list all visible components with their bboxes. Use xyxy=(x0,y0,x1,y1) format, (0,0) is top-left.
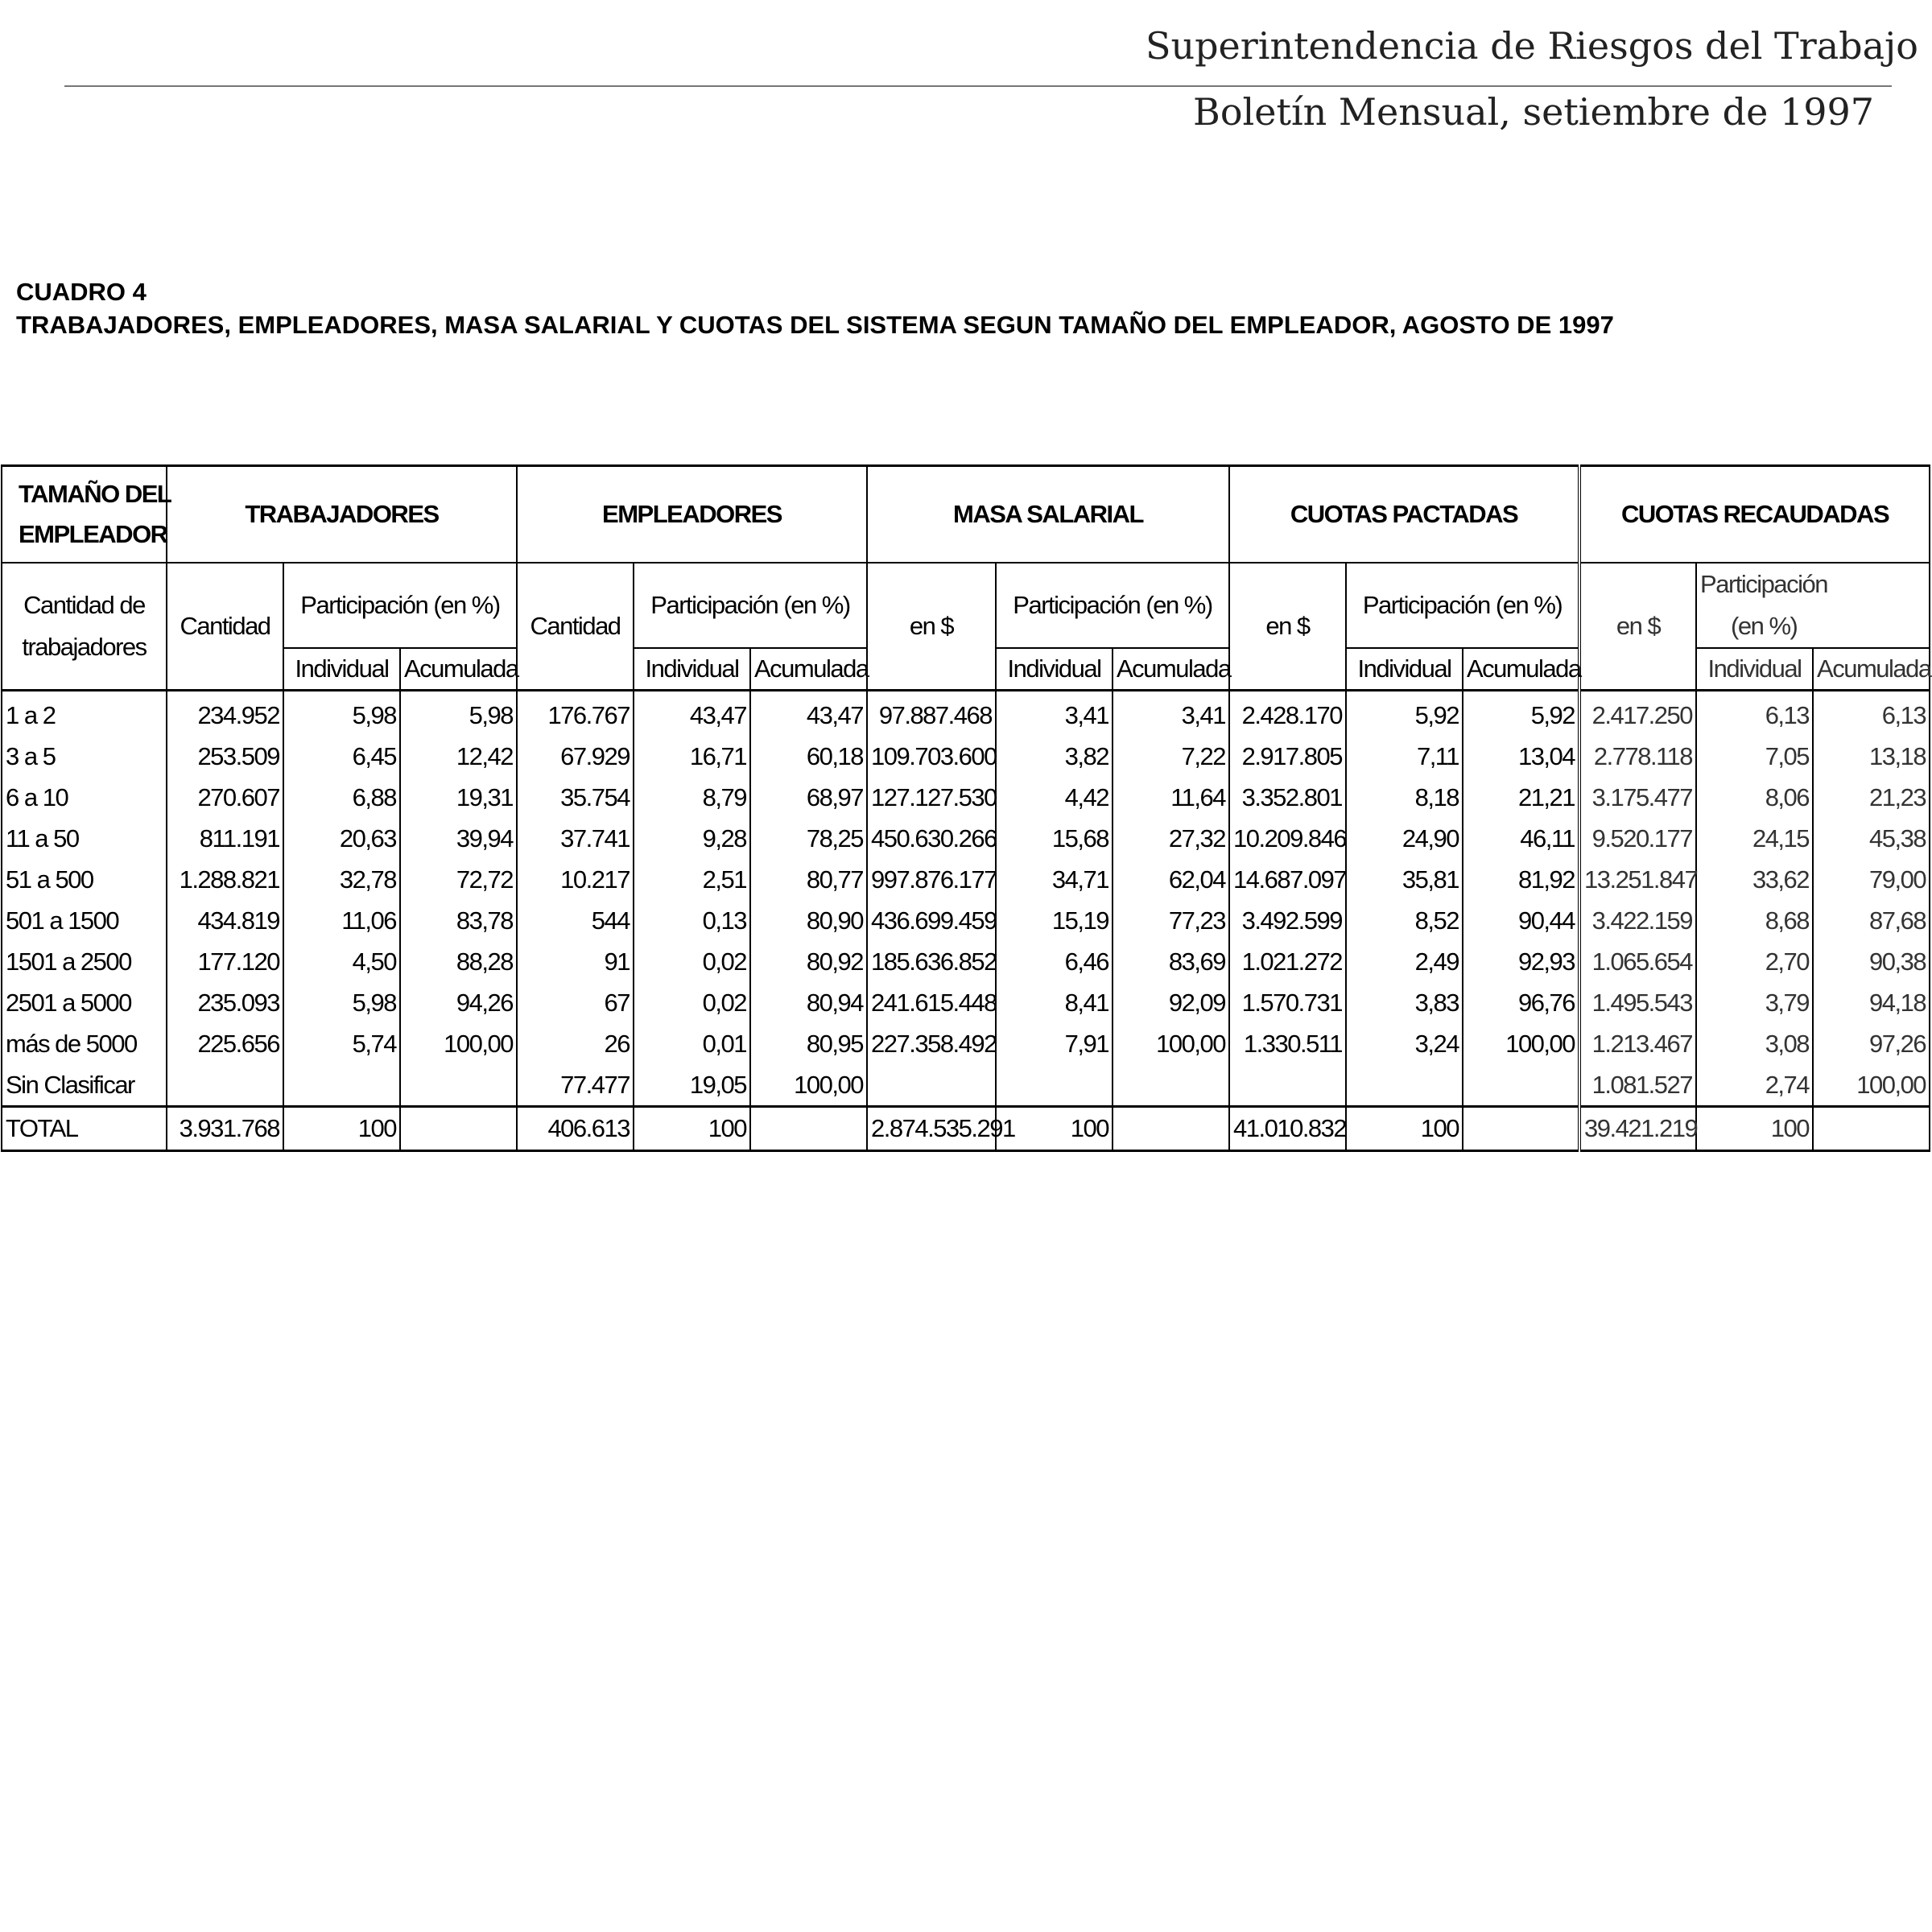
cell-trabajadores-cantidad: 1.288.821 xyxy=(167,859,283,900)
cell-pactadas-acumulada: 90,44 xyxy=(1463,900,1579,941)
cell-pactadas-acumulada: 96,76 xyxy=(1463,982,1579,1023)
cell-empleadores-cantidad: 176.767 xyxy=(517,691,634,737)
cell-masa-acumulada: 3,41 xyxy=(1113,691,1229,737)
cell-masa-en-pesos: 436.699.459 xyxy=(867,900,996,941)
cell-masa-acumulada xyxy=(1113,1107,1229,1151)
cell-trabajadores-acumulada: 12,42 xyxy=(400,736,517,777)
cell-empleadores-individual: 43,47 xyxy=(634,691,750,737)
cell-empleadores-cantidad: 77.477 xyxy=(517,1064,634,1107)
cell-empleadores-cantidad: 10.217 xyxy=(517,859,634,900)
cell-empleadores-acumulada: 100,00 xyxy=(750,1064,867,1107)
data-table xyxy=(1,464,1930,1152)
masa-salarial-header: MASA SALARIAL xyxy=(867,466,1229,564)
cell-masa-en-pesos: 185.636.852 xyxy=(867,941,996,982)
cell-pactadas-individual: 35,81 xyxy=(1346,859,1463,900)
cell-size: 51 a 500 xyxy=(2,859,167,900)
cell-pactadas-en-pesos: 41.010.832 xyxy=(1229,1107,1346,1151)
cell-empleadores-acumulada: 80,94 xyxy=(750,982,867,1023)
cell-empleadores-acumulada: 60,18 xyxy=(750,736,867,777)
cell-pactadas-acumulada: 81,92 xyxy=(1463,859,1579,900)
cuotas-pactadas-header: CUOTAS PACTADAS xyxy=(1229,466,1579,564)
table-row xyxy=(2,1023,1930,1064)
table-title: TRABAJADORES, EMPLEADORES, MASA SALARIAL Y CUOTAS DEL SISTEMA SEGUN TAMAÑO DEL EMPLEADOR, AGOSTO DE 1997 xyxy=(16,311,1614,339)
table-row xyxy=(2,777,1930,818)
cell-pactadas-individual: 8,18 xyxy=(1346,777,1463,818)
cell-empleadores-individual: 2,51 xyxy=(634,859,750,900)
cell-size: 2501 a 5000 xyxy=(2,982,167,1023)
size-sub-line2: trabajadores xyxy=(22,633,147,661)
publication-title: Boletín Mensual, setiembre de 1997 xyxy=(1193,90,1874,134)
cell-pactadas-en-pesos: 1.021.272 xyxy=(1229,941,1346,982)
cell-size: 11 a 50 xyxy=(2,818,167,859)
cell-masa-individual: 7,91 xyxy=(996,1023,1113,1064)
cell-masa-individual: 6,46 xyxy=(996,941,1113,982)
pactadas-individual-header: Individual xyxy=(1346,648,1463,691)
cell-empleadores-individual: 9,28 xyxy=(634,818,750,859)
cell-recaudadas-en-pesos: 3.422.159 xyxy=(1579,900,1696,941)
cell-pactadas-acumulada: 21,21 xyxy=(1463,777,1579,818)
cell-recaudadas-en-pesos: 13.251.847 xyxy=(1579,859,1696,900)
cell-trabajadores-acumulada: 88,28 xyxy=(400,941,517,982)
cell-recaudadas-en-pesos: 9.520.177 xyxy=(1579,818,1696,859)
cell-empleadores-cantidad: 91 xyxy=(517,941,634,982)
cell-trabajadores-acumulada: 5,98 xyxy=(400,691,517,737)
cell-trabajadores-cantidad: 270.607 xyxy=(167,777,283,818)
cell-empleadores-individual: 16,71 xyxy=(634,736,750,777)
cell-pactadas-individual: 3,24 xyxy=(1346,1023,1463,1064)
cell-empleadores-cantidad: 35.754 xyxy=(517,777,634,818)
cell-masa-en-pesos: 241.615.448 xyxy=(867,982,996,1023)
trabajadores-individual-header: Individual xyxy=(283,648,400,691)
cell-recaudadas-acumulada: 97,26 xyxy=(1813,1023,1930,1064)
empleadores-participacion-header: Participación (en %) xyxy=(634,563,867,648)
cell-pactadas-individual: 7,11 xyxy=(1346,736,1463,777)
cell-recaudadas-en-pesos: 2.417.250 xyxy=(1579,691,1696,737)
cell-masa-acumulada: 27,32 xyxy=(1113,818,1229,859)
cell-trabajadores-individual: 20,63 xyxy=(283,818,400,859)
empleadores-individual-header: Individual xyxy=(634,648,750,691)
cell-recaudadas-individual: 100 xyxy=(1696,1107,1813,1151)
size-group-line1: TAMAÑO DEL xyxy=(19,480,171,508)
pactadas-acumulada-header: Acumulada xyxy=(1463,648,1579,691)
cell-recaudadas-acumulada: 13,18 xyxy=(1813,736,1930,777)
cell-masa-en-pesos xyxy=(867,1064,996,1107)
cell-size: más de 5000 xyxy=(2,1023,167,1064)
cell-trabajadores-cantidad xyxy=(167,1064,283,1107)
cell-recaudadas-individual: 8,68 xyxy=(1696,900,1813,941)
cell-trabajadores-individual: 32,78 xyxy=(283,859,400,900)
cell-empleadores-individual: 0,13 xyxy=(634,900,750,941)
cell-trabajadores-acumulada: 94,26 xyxy=(400,982,517,1023)
cell-masa-individual xyxy=(996,1064,1113,1107)
cell-masa-en-pesos: 109.703.600 xyxy=(867,736,996,777)
cell-masa-acumulada: 62,04 xyxy=(1113,859,1229,900)
cell-pactadas-individual: 24,90 xyxy=(1346,818,1463,859)
table-row xyxy=(2,982,1930,1023)
cell-recaudadas-individual: 6,13 xyxy=(1696,691,1813,737)
cell-masa-individual: 15,19 xyxy=(996,900,1113,941)
header-rule xyxy=(64,85,1892,87)
cell-recaudadas-acumulada: 79,00 xyxy=(1813,859,1930,900)
trabajadores-cantidad-header: Cantidad xyxy=(167,563,283,691)
cell-pactadas-individual: 3,83 xyxy=(1346,982,1463,1023)
sub-header-row xyxy=(2,563,1930,648)
cell-masa-en-pesos: 97.887.468 xyxy=(867,691,996,737)
cell-recaudadas-individual: 3,08 xyxy=(1696,1023,1813,1064)
group-header-row xyxy=(2,466,1930,564)
cell-empleadores-acumulada: 80,90 xyxy=(750,900,867,941)
cell-pactadas-acumulada: 13,04 xyxy=(1463,736,1579,777)
cell-recaudadas-acumulada: 21,23 xyxy=(1813,777,1930,818)
cell-recaudadas-en-pesos: 3.175.477 xyxy=(1579,777,1696,818)
cell-trabajadores-acumulada: 19,31 xyxy=(400,777,517,818)
cell-size: 1501 a 2500 xyxy=(2,941,167,982)
cell-trabajadores-cantidad: 434.819 xyxy=(167,900,283,941)
cell-recaudadas-individual: 33,62 xyxy=(1696,859,1813,900)
table-row xyxy=(2,859,1930,900)
recaudadas-en-pesos-header: en $ xyxy=(1579,563,1696,691)
cell-recaudadas-en-pesos: 2.778.118 xyxy=(1579,736,1696,777)
cell-pactadas-acumulada: 46,11 xyxy=(1463,818,1579,859)
cell-empleadores-individual: 8,79 xyxy=(634,777,750,818)
cell-masa-en-pesos: 127.127.530 xyxy=(867,777,996,818)
cell-trabajadores-cantidad: 225.656 xyxy=(167,1023,283,1064)
cell-recaudadas-acumulada: 87,68 xyxy=(1813,900,1930,941)
cell-trabajadores-cantidad: 3.931.768 xyxy=(167,1107,283,1151)
cell-pactadas-individual: 5,92 xyxy=(1346,691,1463,737)
cell-trabajadores-acumulada: 83,78 xyxy=(400,900,517,941)
cell-pactadas-acumulada xyxy=(1463,1107,1579,1151)
cuotas-recaudadas-header: CUOTAS RECAUDADAS xyxy=(1579,466,1930,564)
recaudadas-individual-header: Individual xyxy=(1696,648,1813,691)
trabajadores-acumulada-header: Acumulada xyxy=(400,648,517,691)
cell-recaudadas-en-pesos: 1.213.467 xyxy=(1579,1023,1696,1064)
cell-empleadores-acumulada: 68,97 xyxy=(750,777,867,818)
cell-empleadores-acumulada: 43,47 xyxy=(750,691,867,737)
total-row xyxy=(2,1107,1930,1151)
size-sub-header xyxy=(2,563,167,691)
cell-masa-individual: 15,68 xyxy=(996,818,1113,859)
cell-trabajadores-acumulada: 39,94 xyxy=(400,818,517,859)
cell-recaudadas-acumulada: 45,38 xyxy=(1813,818,1930,859)
cell-trabajadores-cantidad: 177.120 xyxy=(167,941,283,982)
cell-trabajadores-individual: 6,88 xyxy=(283,777,400,818)
cell-masa-individual: 8,41 xyxy=(996,982,1113,1023)
cell-empleadores-cantidad: 67.929 xyxy=(517,736,634,777)
cell-masa-individual: 100 xyxy=(996,1107,1113,1151)
cell-size: 6 a 10 xyxy=(2,777,167,818)
cell-masa-acumulada: 11,64 xyxy=(1113,777,1229,818)
size-sub-line1: Cantidad de xyxy=(23,591,145,619)
cell-empleadores-individual: 0,01 xyxy=(634,1023,750,1064)
size-group-line2: EMPLEADOR xyxy=(19,520,167,548)
cell-pactadas-acumulada: 5,92 xyxy=(1463,691,1579,737)
cell-pactadas-en-pesos: 2.428.170 xyxy=(1229,691,1346,737)
cell-empleadores-cantidad: 544 xyxy=(517,900,634,941)
cell-empleadores-individual: 0,02 xyxy=(634,982,750,1023)
masa-acumulada-header: Acumulada xyxy=(1113,648,1229,691)
masa-participacion-header: Participación (en %) xyxy=(996,563,1229,648)
cell-recaudadas-individual: 8,06 xyxy=(1696,777,1813,818)
cell-recaudadas-acumulada xyxy=(1813,1107,1930,1151)
cell-recaudadas-individual: 24,15 xyxy=(1696,818,1813,859)
recaudadas-participacion-header xyxy=(1696,563,1930,648)
cell-trabajadores-individual: 4,50 xyxy=(283,941,400,982)
cell-empleadores-cantidad: 406.613 xyxy=(517,1107,634,1151)
cell-pactadas-acumulada: 92,93 xyxy=(1463,941,1579,982)
cell-trabajadores-acumulada xyxy=(400,1064,517,1107)
cell-empleadores-individual: 19,05 xyxy=(634,1064,750,1107)
cell-recaudadas-individual: 7,05 xyxy=(1696,736,1813,777)
cell-pactadas-en-pesos xyxy=(1229,1064,1346,1107)
cell-pactadas-acumulada: 100,00 xyxy=(1463,1023,1579,1064)
cell-pactadas-en-pesos: 14.687.097 xyxy=(1229,859,1346,900)
cell-size: Sin Clasificar xyxy=(2,1064,167,1107)
table-row xyxy=(2,736,1930,777)
cell-masa-acumulada: 83,69 xyxy=(1113,941,1229,982)
cell-masa-acumulada: 77,23 xyxy=(1113,900,1229,941)
cell-size: TOTAL xyxy=(2,1107,167,1151)
cell-pactadas-individual: 8,52 xyxy=(1346,900,1463,941)
cell-pactadas-en-pesos: 1.570.731 xyxy=(1229,982,1346,1023)
cell-trabajadores-individual: 100 xyxy=(283,1107,400,1151)
table-row xyxy=(2,1064,1930,1107)
trabajadores-header: TRABAJADORES xyxy=(167,466,517,564)
table-row xyxy=(2,691,1930,737)
cell-masa-individual: 3,41 xyxy=(996,691,1113,737)
cell-empleadores-acumulada: 80,92 xyxy=(750,941,867,982)
cell-trabajadores-individual: 11,06 xyxy=(283,900,400,941)
cell-size: 501 a 1500 xyxy=(2,900,167,941)
cell-empleadores-acumulada: 80,77 xyxy=(750,859,867,900)
cell-trabajadores-individual xyxy=(283,1064,400,1107)
table-row xyxy=(2,818,1930,859)
cell-empleadores-acumulada xyxy=(750,1107,867,1151)
cell-empleadores-cantidad: 37.741 xyxy=(517,818,634,859)
cell-pactadas-en-pesos: 10.209.846 xyxy=(1229,818,1346,859)
cell-trabajadores-individual: 5,74 xyxy=(283,1023,400,1064)
cell-trabajadores-cantidad: 253.509 xyxy=(167,736,283,777)
cell-pactadas-en-pesos: 3.352.801 xyxy=(1229,777,1346,818)
masa-en-pesos-header: en $ xyxy=(867,563,996,691)
cell-trabajadores-acumulada xyxy=(400,1107,517,1151)
cell-empleadores-cantidad: 26 xyxy=(517,1023,634,1064)
cell-masa-acumulada: 7,22 xyxy=(1113,736,1229,777)
cell-recaudadas-acumulada: 6,13 xyxy=(1813,691,1930,737)
cell-pactadas-individual: 2,49 xyxy=(1346,941,1463,982)
cell-masa-individual: 4,42 xyxy=(996,777,1113,818)
table-row xyxy=(2,941,1930,982)
cell-trabajadores-individual: 6,45 xyxy=(283,736,400,777)
cell-masa-acumulada: 100,00 xyxy=(1113,1023,1229,1064)
cell-trabajadores-cantidad: 235.093 xyxy=(167,982,283,1023)
cell-empleadores-individual: 100 xyxy=(634,1107,750,1151)
cell-recaudadas-en-pesos: 1.081.527 xyxy=(1579,1064,1696,1107)
cell-trabajadores-individual: 5,98 xyxy=(283,982,400,1023)
cell-recaudadas-en-pesos: 39.421.219 xyxy=(1579,1107,1696,1151)
cell-empleadores-acumulada: 78,25 xyxy=(750,818,867,859)
cell-recaudadas-en-pesos: 1.065.654 xyxy=(1579,941,1696,982)
cell-masa-individual: 3,82 xyxy=(996,736,1113,777)
cell-masa-acumulada: 92,09 xyxy=(1113,982,1229,1023)
cell-size: 3 a 5 xyxy=(2,736,167,777)
cell-masa-en-pesos: 2.874.535.291 xyxy=(867,1107,996,1151)
cell-pactadas-individual: 100 xyxy=(1346,1107,1463,1151)
cell-empleadores-individual: 0,02 xyxy=(634,941,750,982)
cell-pactadas-acumulada xyxy=(1463,1064,1579,1107)
cell-recaudadas-acumulada: 94,18 xyxy=(1813,982,1930,1023)
organization-name: Superintendencia de Riesgos del Trabajo xyxy=(1145,24,1918,68)
cell-recaudadas-individual: 3,79 xyxy=(1696,982,1813,1023)
masa-individual-header: Individual xyxy=(996,648,1113,691)
cell-trabajadores-acumulada: 100,00 xyxy=(400,1023,517,1064)
cell-trabajadores-cantidad: 811.191 xyxy=(167,818,283,859)
cell-recaudadas-acumulada: 90,38 xyxy=(1813,941,1930,982)
cell-masa-en-pesos: 450.630.266 xyxy=(867,818,996,859)
table-body xyxy=(2,691,1930,1151)
cell-pactadas-en-pesos: 2.917.805 xyxy=(1229,736,1346,777)
cell-masa-individual: 34,71 xyxy=(996,859,1113,900)
empleadores-acumulada-header: Acumulada xyxy=(750,648,867,691)
cell-recaudadas-individual: 2,70 xyxy=(1696,941,1813,982)
cell-recaudadas-acumulada: 100,00 xyxy=(1813,1064,1930,1107)
cell-pactadas-individual xyxy=(1346,1064,1463,1107)
cell-masa-acumulada xyxy=(1113,1064,1229,1107)
recaudadas-participacion-line2: (en %) xyxy=(1731,612,1798,640)
pactadas-en-pesos-header: en $ xyxy=(1229,563,1346,691)
trabajadores-participacion-header: Participación (en %) xyxy=(283,563,517,648)
cell-masa-en-pesos: 227.358.492 xyxy=(867,1023,996,1064)
empleadores-header: EMPLEADORES xyxy=(517,466,867,564)
size-group-header xyxy=(2,466,171,564)
cell-empleadores-acumulada: 80,95 xyxy=(750,1023,867,1064)
cell-trabajadores-acumulada: 72,72 xyxy=(400,859,517,900)
table-row xyxy=(2,900,1930,941)
cell-recaudadas-en-pesos: 1.495.543 xyxy=(1579,982,1696,1023)
table-number: CUADRO 4 xyxy=(16,278,147,306)
cell-recaudadas-individual: 2,74 xyxy=(1696,1064,1813,1107)
empleadores-cantidad-header: Cantidad xyxy=(517,563,634,691)
cell-pactadas-en-pesos: 1.330.511 xyxy=(1229,1023,1346,1064)
cell-size: 1 a 2 xyxy=(2,691,167,737)
recaudadas-acumulada-header: Acumulada xyxy=(1813,648,1930,691)
cell-masa-en-pesos: 997.876.177 xyxy=(867,859,996,900)
cell-empleadores-cantidad: 67 xyxy=(517,982,634,1023)
cell-pactadas-en-pesos: 3.492.599 xyxy=(1229,900,1346,941)
cell-trabajadores-individual: 5,98 xyxy=(283,691,400,737)
pactadas-participacion-header: Participación (en %) xyxy=(1346,563,1579,648)
recaudadas-participacion-line1: Participación xyxy=(1700,570,1828,598)
cell-trabajadores-cantidad: 234.952 xyxy=(167,691,283,737)
